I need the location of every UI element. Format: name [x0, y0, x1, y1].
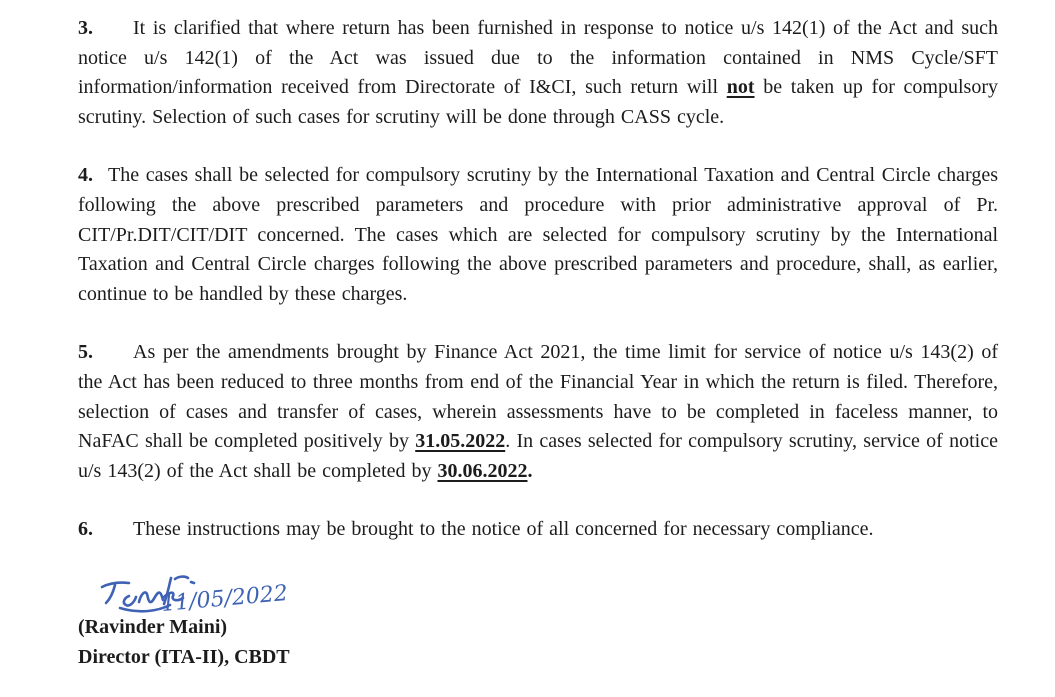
paragraph-number: 6.	[78, 518, 93, 541]
paragraph-4	[78, 161, 998, 309]
paragraph-indent	[93, 180, 108, 181]
text-segment: It is clarified that where return has been furnished in response to notice u/s 142(1) of the Act and such notice u/s 142(1) of the Act was issued due to the information contained in NMS Cycle/SFT information/information received from Directorate of I&CI, such return will	[78, 17, 998, 99]
text-segment: These instructions may be brought to the notice of all concerned for necessary compliance.	[133, 518, 874, 541]
document-body	[78, 14, 998, 545]
paragraph-number: 5.	[78, 341, 93, 364]
signature-date: 11/05/2022	[160, 580, 289, 617]
text-segment: be taken up for compulsory scrutiny. Selection of such cases for scrutiny will be done through CASS cycle.	[78, 76, 998, 128]
signatory-name: (Ravinder Maini)	[78, 615, 228, 638]
text-segment: .	[527, 459, 533, 482]
paragraph-5	[78, 338, 998, 486]
signature-stroke	[191, 582, 194, 583]
signatory-title: Director (ITA-II), CBDT	[78, 645, 290, 668]
paragraph-3	[78, 14, 998, 132]
text-segment: . In cases selected for compulsory scrutiny, service of notice u/s 143(2) of the Act shall be completed by	[78, 430, 998, 482]
text-segment: not	[726, 76, 755, 99]
paragraph-number: 4.	[78, 164, 93, 187]
paragraph-indent	[93, 534, 133, 535]
signature-stroke	[124, 596, 136, 606]
paragraph-6	[78, 515, 998, 545]
text-segment: 31.05.2022	[415, 430, 506, 453]
text-segment: The cases shall be selected for compulsory scrutiny by the International Taxation and Central Circle charges following the above prescribed parameters and procedure with prior administrative approval of Pr. CIT/Pr.DIT/CIT/DIT concerned. The cases which are selected for compulsory scrutiny by the International Taxation and Central Circle charges following the above prescribed parameters and procedure, shall, as earlier, continue to be handled by these charges.	[78, 164, 998, 305]
signature-stroke	[139, 592, 163, 602]
signature-block	[78, 574, 998, 672]
text-segment: 30.06.2022	[437, 459, 528, 482]
signature-stroke	[175, 577, 188, 579]
text-segment: As per the amendments brought by Finance Act 2021, the time limit for service of notice u/s 143(2) of the Act has been reduced to three months from end of the Financial Year in which the return is filed. Therefore, selection of cases and transfer of cases, wherein assessments have to be completed in faceless manner, to NaFAC shall be completed positively by	[78, 341, 998, 453]
paragraph-indent	[93, 357, 133, 358]
signature-stroke	[106, 585, 115, 603]
paragraph-number: 3.	[78, 17, 93, 39]
paragraph-indent	[93, 33, 133, 34]
